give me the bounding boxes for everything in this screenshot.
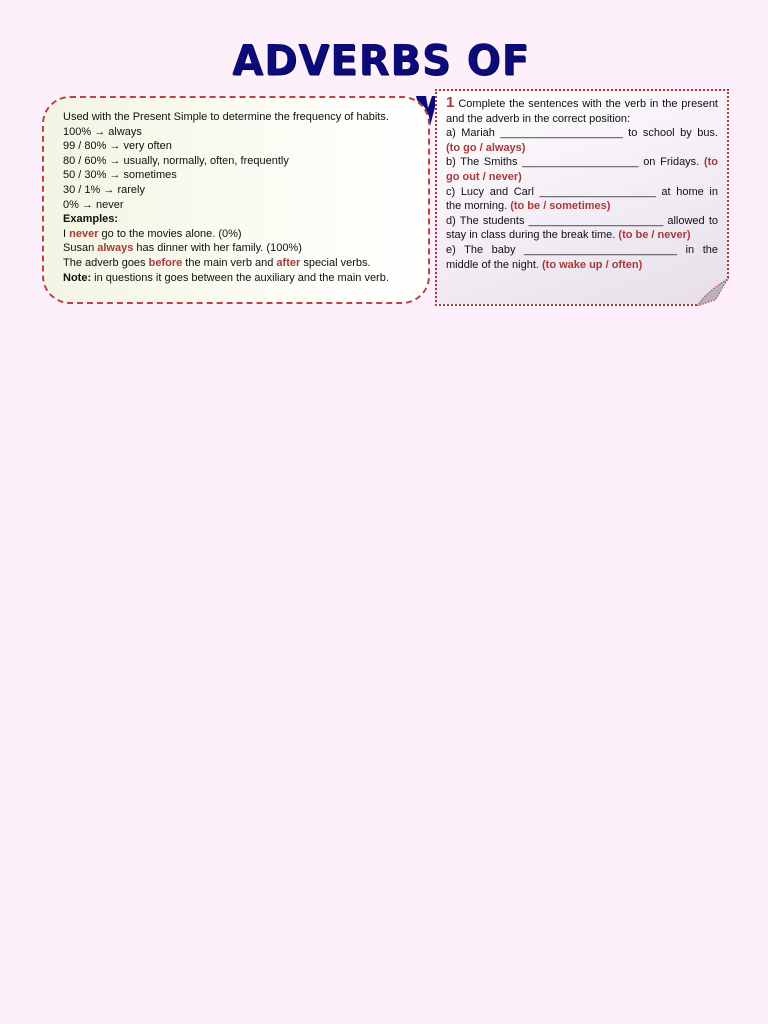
arrow-icon: → [103,183,115,196]
arrow-icon: → [94,125,106,138]
explanation-box [42,96,430,304]
frequency-scale-row: 99 / 80% → very often [63,140,172,153]
page-curl-icon [697,278,729,306]
frequency-scale-row: 100% → always [63,125,142,138]
page-title: ADVERBS OF [232,36,530,86]
arrow-icon: → [81,198,93,211]
example-sentence: I never go to the movies alone. (0%) [63,227,242,240]
frequency-scale-row: 0% → never [63,198,124,211]
note-text: Note: in questions it goes between the auxiliary and the main verb. [63,271,389,284]
exercise-item: a) Mariah ____________________ to school by bus. (to go / always) [446,127,718,154]
exercise-item: e) The baby _________________________ in the middle of the night. (to wake up / often) [446,243,718,271]
exercise-item: c) Lucy and Carl ___________________ at home in the morning. (to be / sometimes) [446,185,718,213]
exercise-item: d) The students ______________________ allowed to stay in class during the break time. (to be / never) [446,214,718,242]
exercise-number: 1 [446,94,455,111]
exercise-item: b) The Smiths ___________________ on Fridays. (to go out / never) [446,156,718,183]
exercise-instruction: 1 Complete the sentences with the verb in the present and the adverb in the correct position: [446,94,718,125]
examples-label: Examples: [63,213,119,226]
position-rule: The adverb goes before the main verb and after special verbs. [63,256,371,269]
frequency-scale-row: 50 / 30% → sometimes [63,169,177,182]
frequency-scale-row: 30 / 1% → rarely [63,183,145,196]
arrow-icon: → [109,154,121,167]
arrow-icon: → [109,140,121,153]
frequency-scale-row: 80 / 60% → usually, normally, often, frequently [63,154,289,167]
exercise-box [435,89,729,306]
arrow-icon: → [109,169,121,182]
intro-text: Used with the Present Simple to determine the frequency of habits. [63,111,389,123]
example-sentence: Susan always has dinner with her family. (100%) [63,242,302,255]
